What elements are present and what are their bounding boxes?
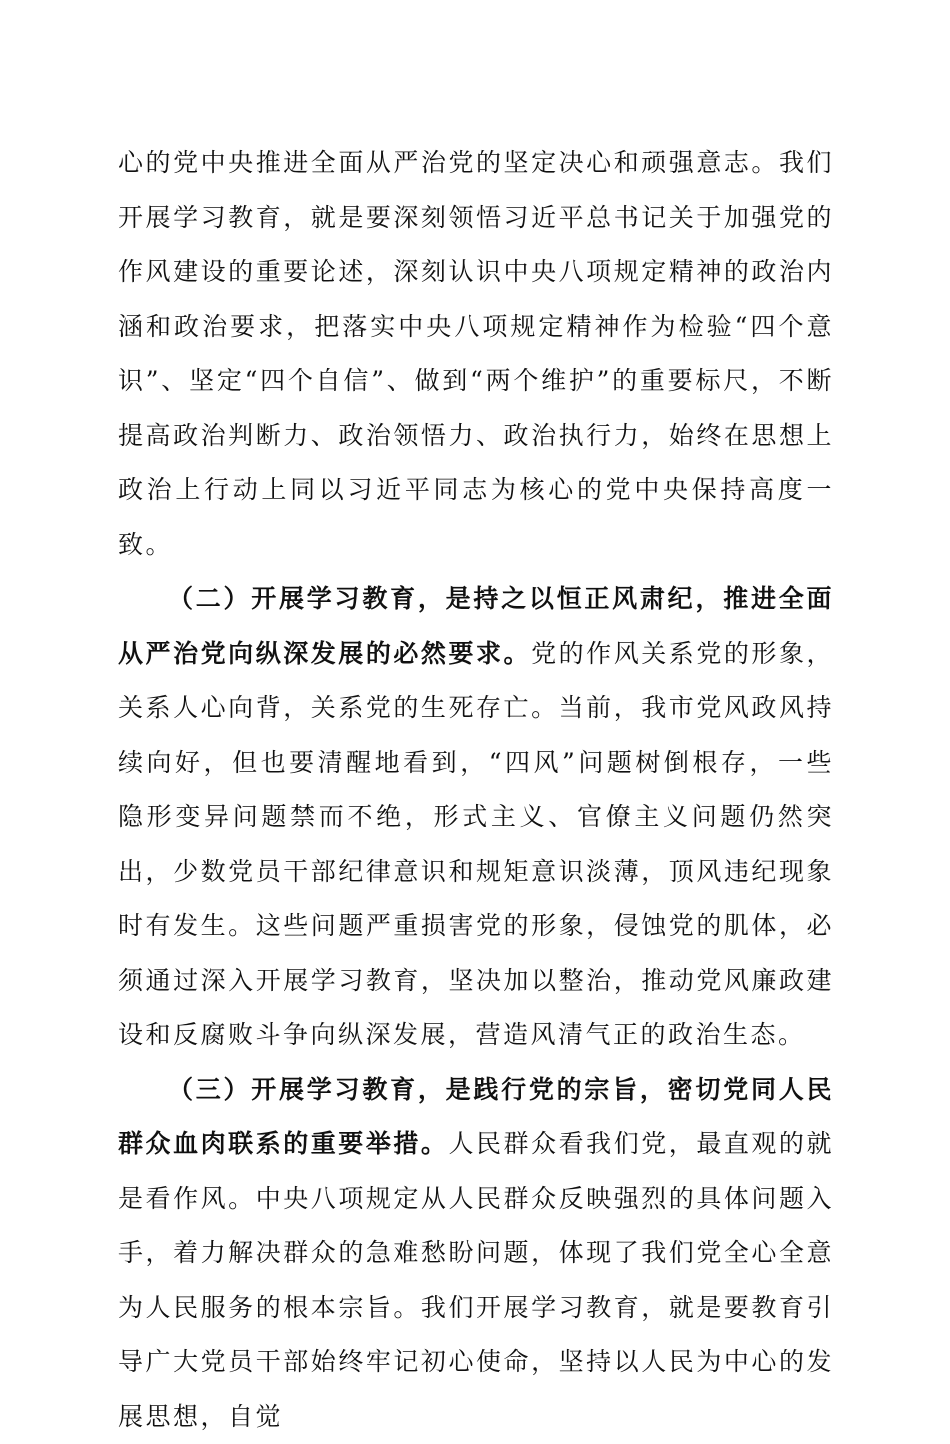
document-body (118, 136, 834, 1444)
paragraph-section-2 (118, 572, 834, 1063)
paragraph-section-3 (118, 1063, 834, 1444)
section-heading: （二）开展学习教育，是持之以恒正风肃纪，推进全面从严治党向纵深发展的必然要求。 (118, 584, 834, 668)
paragraph-text: 心的党中央推进全面从严治党的坚定决心和顽强意志。我们开展学习教育，就是要深刻领悟习近平总书记关于加强党的作风建设的重要论述，深刻认识中央八项规定精神的政治内涵和政治要求，把落实中央八项规定精神作为检验“四个意识”、坚定“四个自信”、做到“两个维护”的重要标尺，不断提高政治判断力、政治领悟力、政治执行力，始终在思想上政治上行动上同以习近平同志为核心的党中央保持高度一致。 (118, 148, 834, 559)
section-heading: （三）开展学习教育，是践行党的宗旨，密切党同人民群众血肉联系的重要举措。 (118, 1075, 834, 1159)
paragraph-text: 人民群众看我们党，最直观的就是看作风。中央八项规定从人民群众反映强烈的具体问题入手，着力解决群众的急难愁盼问题，体现了我们党全心全意为人民服务的根本宗旨。我们开展学习教育，就是要教育引导广大党员干部始终牢记初心使命，坚持以人民为中心的发展思想，自觉 (118, 1129, 834, 1431)
paragraph-continuation (118, 136, 834, 572)
paragraph-text: 党的作风关系党的形象，关系人心向背，关系党的生死存亡。当前，我市党风政风持续向好，但也要清醒地看到，“四风”问题树倒根存，一些隐形变异问题禁而不绝，形式主义、官僚主义问题仍然突出，少数党员干部纪律意识和规矩意识淡薄，顶风违纪现象时有发生。这些问题严重损害党的形象，侵蚀党的肌体，必须通过深入开展学习教育，坚决加以整治，推动党风廉政建设和反腐败斗争向纵深发展，营造风清气正的政治生态。 (118, 639, 834, 1050)
